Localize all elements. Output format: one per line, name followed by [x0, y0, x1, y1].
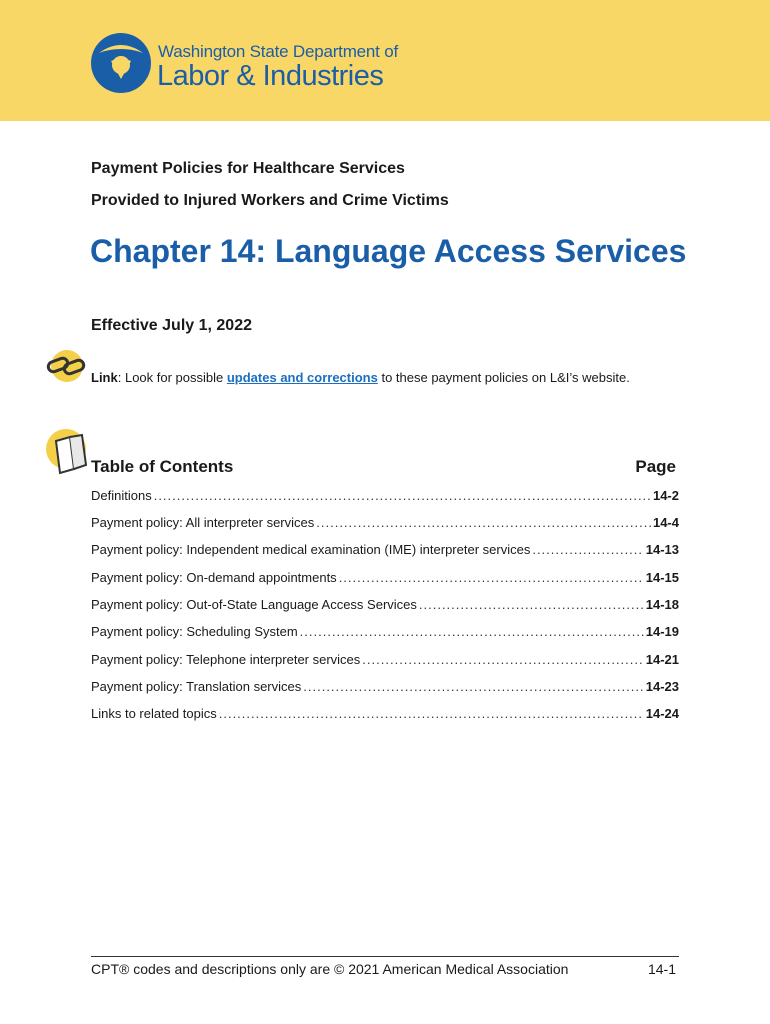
- footer-divider: [91, 956, 679, 957]
- toc-leader: [316, 515, 651, 530]
- toc-entry[interactable]: [91, 542, 679, 560]
- document-subtitle-line2: Provided to Injured Workers and Crime Victims: [91, 192, 449, 209]
- toc-entry[interactable]: [91, 679, 679, 697]
- toc-entry-title: Payment policy: All interpreter services: [91, 515, 315, 530]
- toc-leader: [419, 597, 644, 612]
- toc-entry-title: Payment policy: Translation services: [91, 679, 302, 694]
- toc-leader: [362, 652, 643, 667]
- document-subtitle-line1: Payment Policies for Healthcare Services: [91, 160, 405, 177]
- toc-leader: [154, 488, 651, 503]
- toc-entry-page: 14-23: [645, 679, 679, 694]
- chain-link-icon: [44, 348, 90, 389]
- toc-entry-page: 14-21: [645, 652, 679, 667]
- toc-entry[interactable]: [91, 652, 679, 670]
- toc-entry-page: 14-2: [652, 488, 679, 503]
- footer-page-number: 14-1: [647, 961, 676, 977]
- toc-entry-page: 14-18: [645, 597, 679, 612]
- toc-leader: [300, 624, 644, 639]
- toc-entry-page: 14-4: [652, 515, 679, 530]
- book-icon: [44, 425, 92, 480]
- toc-leader: [219, 706, 644, 721]
- link-note: [91, 370, 630, 385]
- effective-date: Effective July 1, 2022: [91, 317, 252, 334]
- toc-leader: [532, 542, 643, 557]
- toc-leader: [303, 679, 643, 694]
- toc-entry[interactable]: [91, 515, 679, 533]
- footer-copyright: CPT® codes and descriptions only are © 2021 American Medical Association: [91, 961, 569, 977]
- toc-entry-title: Definitions: [91, 488, 152, 503]
- toc-page-heading: Page: [635, 457, 676, 476]
- toc-entry[interactable]: [91, 624, 679, 642]
- logo-agency-text: Labor & Industries: [157, 60, 384, 92]
- logo-department-text: Washington State Department of: [158, 42, 399, 61]
- toc-entry-page: 14-24: [645, 706, 679, 721]
- toc-leader: [339, 570, 644, 585]
- link-note-text-before: : Look for possible: [117, 370, 227, 385]
- link-note-label: Link: [91, 370, 118, 385]
- toc-entry-title: Payment policy: Independent medical examination (IME) interpreter services: [91, 542, 531, 557]
- lni-logo-icon: [89, 31, 153, 95]
- chapter-title: Chapter 14: Language Access Services: [90, 233, 687, 269]
- toc-entry-page: 14-13: [645, 542, 679, 557]
- toc-entry-title: Payment policy: On-demand appointments: [91, 570, 337, 585]
- toc-entry[interactable]: [91, 488, 679, 506]
- toc-entry-title: Links to related topics: [91, 706, 217, 721]
- toc-entry[interactable]: [91, 706, 679, 724]
- toc-entry-title: Payment policy: Telephone interpreter services: [91, 652, 361, 667]
- toc-entry[interactable]: [91, 570, 679, 588]
- toc-entry-page: 14-15: [645, 570, 679, 585]
- updates-corrections-link[interactable]: updates and corrections: [226, 370, 378, 385]
- toc-heading: Table of Contents: [91, 457, 234, 476]
- toc-entry[interactable]: [91, 597, 679, 615]
- toc-entry-title: Payment policy: Scheduling System: [91, 624, 298, 639]
- toc-entry-title: Payment policy: Out-of-State Language Access Services: [91, 597, 417, 612]
- link-note-text-after: to these payment policies on L&I’s website.: [377, 370, 630, 385]
- toc-entry-page: 14-19: [645, 624, 679, 639]
